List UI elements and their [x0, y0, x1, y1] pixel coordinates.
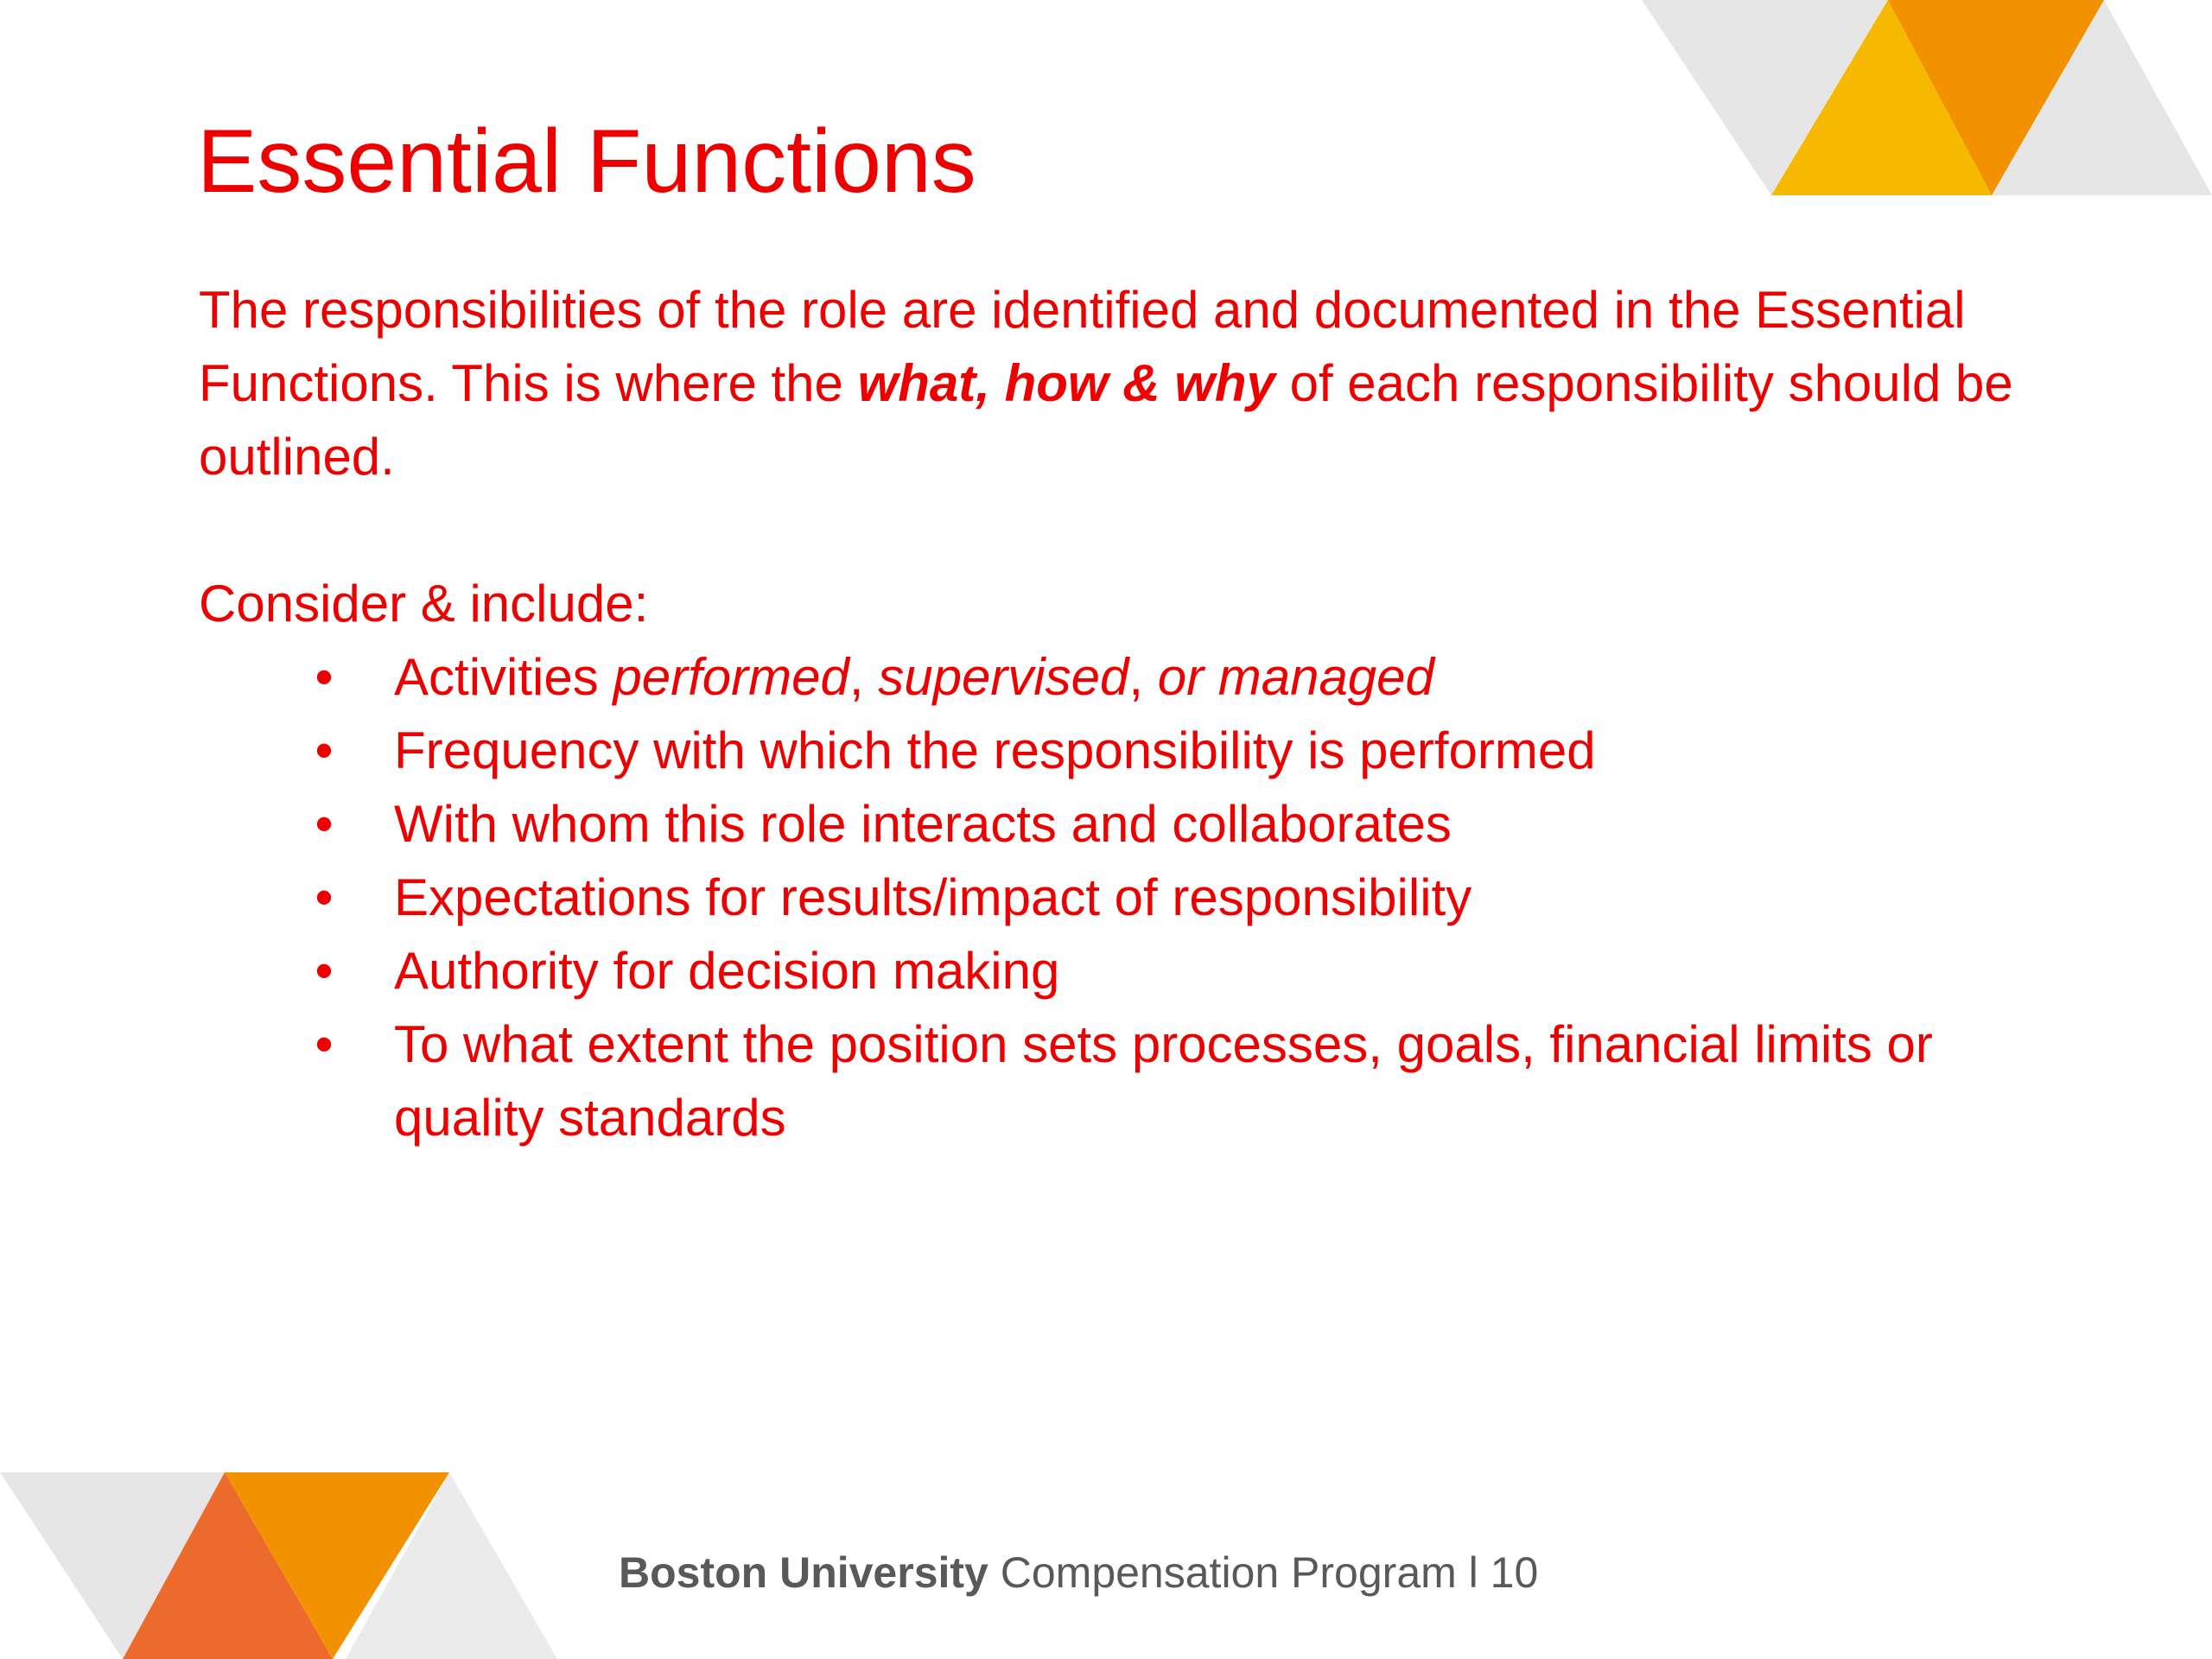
- bullet-italic: performed: [613, 648, 849, 706]
- bullet-text: With whom this role interacts and collaborates: [394, 795, 1452, 853]
- slide-footer: [619, 1547, 1538, 1599]
- bullet-text: Expectations for results/impact of responsibility: [394, 868, 1472, 926]
- bullet-dot: •: [315, 942, 334, 1000]
- footer-org: Boston University: [619, 1548, 988, 1597]
- bullet-text: Authority for decision making: [394, 942, 1060, 1000]
- intro-paragraph: [199, 273, 2056, 493]
- bullet-item: [311, 934, 2022, 1007]
- intro-emphasis: what, how & why: [857, 354, 1275, 412]
- decorative-triangles-top-right: [1642, 0, 2212, 199]
- bullet-italic: supervised: [878, 648, 1129, 706]
- bullet-separator: ,: [849, 648, 879, 706]
- consider-label: Consider & include:: [199, 575, 649, 632]
- bullet-item: [311, 861, 2022, 934]
- bullet-text: Activities: [394, 648, 613, 706]
- bullet-text: Frequency with which the responsibility is performed: [394, 721, 1596, 779]
- bullet-item: [311, 1007, 2022, 1154]
- bullet-dot: •: [315, 648, 334, 706]
- bullet-dot: •: [315, 868, 334, 926]
- intro-text-start: The responsibilities of the role are identified and documented in the Essential Functions. This is where the: [199, 281, 1966, 412]
- footer-program-page: Compensation Program l 10: [988, 1548, 1539, 1597]
- bullet-text: To what extent the position sets processes, goals, financial limits or quality standards: [394, 1015, 1933, 1147]
- bullet-italic: or managed: [1157, 648, 1434, 706]
- slide-title: Essential Functions: [197, 111, 976, 212]
- bullet-list: [311, 640, 2022, 1154]
- bullet-dot: •: [315, 721, 334, 779]
- bullet-separator: ,: [1128, 648, 1158, 706]
- bullet-item: [311, 714, 2022, 787]
- bullet-item: [311, 640, 2022, 714]
- bullet-dot: •: [315, 1015, 334, 1073]
- decorative-triangles-bottom-left: [0, 1469, 570, 1659]
- bullet-dot: •: [315, 795, 334, 853]
- intro-text-end: of each responsibility should be outlined.: [199, 354, 2013, 486]
- bullet-item: [311, 787, 2022, 861]
